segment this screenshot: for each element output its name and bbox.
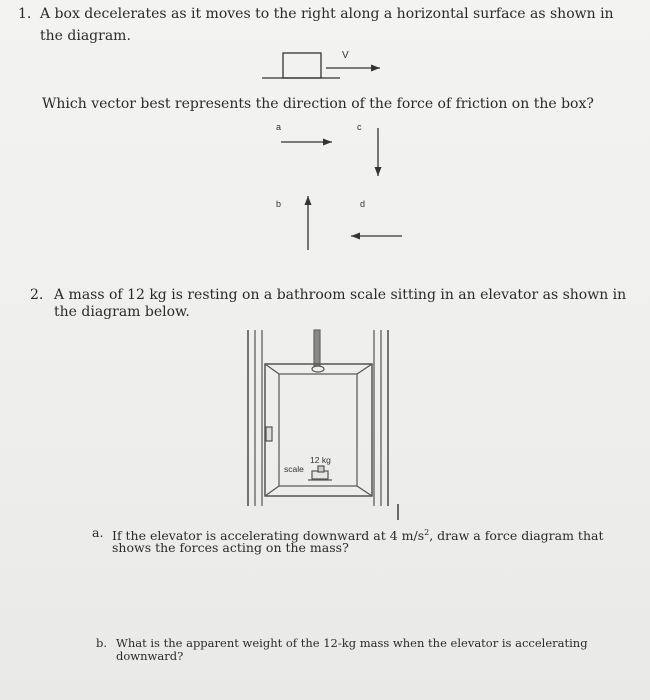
q1-question: Which vector best represents the direction of the force of friction on the box? xyxy=(42,96,594,112)
part-a-line1-text-post: , draw a force diagram that xyxy=(429,528,604,544)
q2-prompt-line1: A mass of 12 kg is resting on a bathroom scale sitting in an elevator as shown in xyxy=(54,287,627,303)
q1-prompt-line2: the diagram. xyxy=(40,28,131,44)
q1-number: 1. xyxy=(18,6,32,22)
part-a-line2: shows the forces acting on the mass? xyxy=(112,540,349,555)
part-b-marker: b. xyxy=(96,636,108,650)
part-b-line2: downward? xyxy=(116,649,184,663)
option-a-label: a xyxy=(276,122,282,132)
part-a-marker: a. xyxy=(92,525,104,540)
elevator-diagram xyxy=(248,330,398,520)
option-c-label: c xyxy=(357,122,362,132)
velocity-arrowhead xyxy=(371,65,380,72)
part-b-line1: What is the apparent weight of the 12-kg mass when the elevator is accelerating xyxy=(116,636,588,650)
part-a-line1-text: If the elevator is accelerating downward at 4 m/s xyxy=(112,528,425,544)
option-d-label: d xyxy=(360,199,366,209)
q1-prompt-line1: A box decelerates as it moves to the right along a horizontal surface as shown in xyxy=(40,6,614,22)
q2-prompt-line2: the diagram below. xyxy=(54,304,190,320)
option-b-label: b xyxy=(276,199,282,209)
velocity-label: V xyxy=(342,50,349,61)
mass-label: 12 kg xyxy=(310,455,331,465)
part-a-exponent: 2 xyxy=(424,528,430,537)
q2-number: 2. xyxy=(30,287,44,303)
box xyxy=(283,53,321,78)
scale-label: scale xyxy=(284,464,304,474)
